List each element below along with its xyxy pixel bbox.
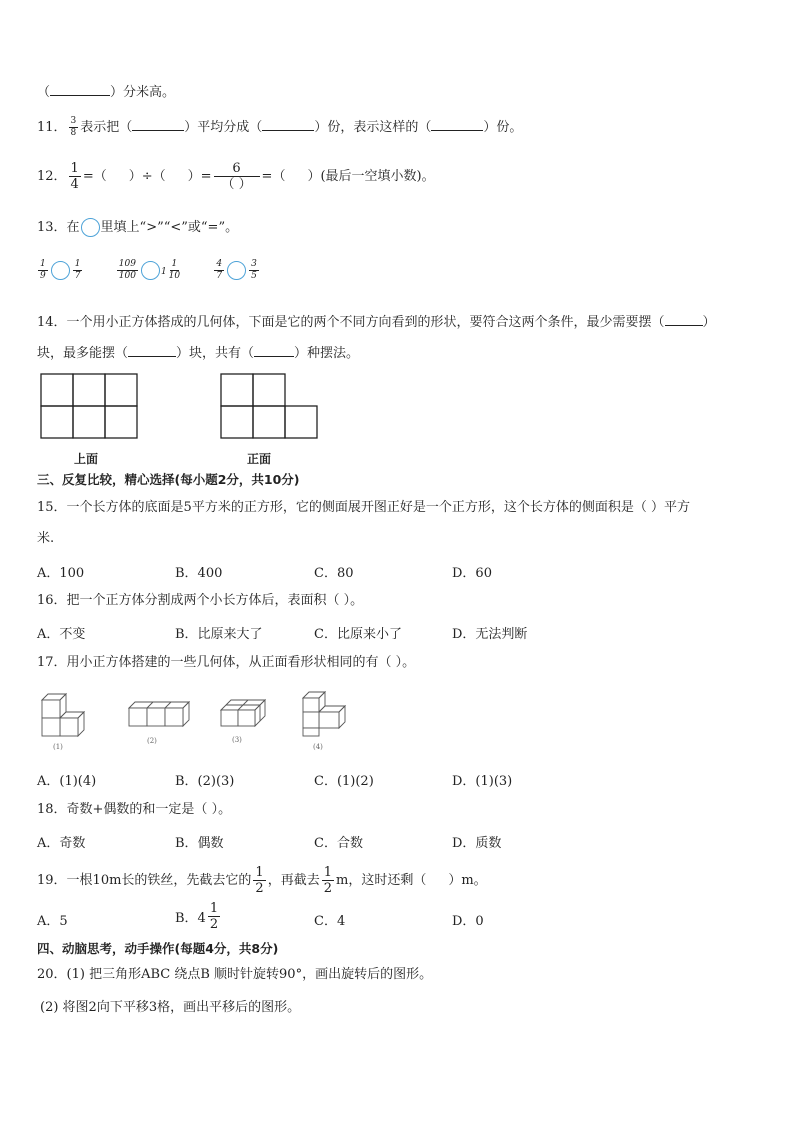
frac-numerator: 1 (171, 259, 178, 269)
q19-text-2: ，再截去 (267, 873, 320, 888)
q15-option-d[interactable]: D．60 (452, 566, 492, 581)
q11-line (37, 117, 522, 138)
q17-option-a[interactable]: A．(1)(4) (37, 774, 97, 789)
frac-numerator: 109 (118, 259, 136, 269)
q14-text-1: 14．一个用小正方体搭成的几何体，下面是它的两个不同方向看到的形状，要符合这两个条件，最少需要摆（ (37, 315, 665, 330)
fraction (322, 866, 334, 895)
q13-item-2 (115, 259, 182, 281)
q16-option-c[interactable]: C．比原来小了 (314, 627, 402, 642)
figure-4-label: (4) (313, 743, 323, 751)
frac-numerator: 6 (214, 162, 260, 177)
q15-option-b[interactable]: B．400 (175, 566, 223, 581)
frac-numerator: 1 (209, 901, 219, 916)
frac-numerator: 1 (74, 259, 81, 269)
q18-option-d[interactable]: D．质数 (452, 836, 502, 851)
fraction (117, 260, 138, 281)
q13-text: 里填上“>”“<”或“=”。 (100, 220, 239, 235)
answer-blank[interactable] (431, 117, 483, 131)
q19-text-1: 19．一根10m长的铁丝，先截去它的 (37, 873, 252, 888)
q11-text-2: ）平均分成（ (184, 120, 263, 135)
q18-option-b[interactable]: B．偶数 (175, 836, 224, 851)
answer-blank[interactable] (132, 117, 184, 131)
answer-blank[interactable] (262, 117, 314, 131)
top-view-label: 上面 (74, 452, 99, 466)
figure-1-label: (1) (53, 743, 63, 751)
q12-text-4: =（ (261, 169, 286, 184)
q19-text-4: ）m。 (448, 873, 487, 888)
frac-denominator: 5 (251, 271, 257, 281)
compare-circle-icon (81, 218, 100, 237)
frac-numerator: 1 (323, 865, 332, 880)
q17-option-d[interactable]: D．(1)(3) (452, 774, 513, 789)
q14-text-2c: ）种摆法。 (294, 346, 360, 361)
mixed-whole: 1 (160, 267, 167, 277)
q17-text: 17．用小正方体搭建的一些几何体，从正面看形状相同的有（ ）。 (37, 655, 416, 670)
section-3-heading: 三、反复比较，精心选择(每小题2分，共10分) (37, 472, 300, 487)
frac-denominator: 100 (118, 271, 136, 281)
frac-denominator: 7 (74, 271, 81, 281)
answer-blank[interactable] (128, 343, 176, 357)
q19-option-b[interactable] (175, 902, 222, 931)
option-b-text: B．4 (175, 911, 206, 926)
frac-denominator: 4 (70, 177, 79, 192)
figure-2-label: (2) (147, 737, 157, 745)
frac-denominator-blank[interactable]: （ ） (221, 177, 252, 192)
fraction (208, 902, 220, 931)
fraction (249, 260, 259, 281)
frac-numerator: 3 (251, 259, 257, 269)
q16-text: 16．把一个正方体分割成两个小长方体后，表面积（ ）。 (37, 593, 364, 608)
frac-denominator: 2 (255, 881, 264, 896)
q12-number: 12． (37, 169, 67, 184)
q20-text-2: (2) 将图2向下平移3格，画出平移后的图形。 (40, 1000, 301, 1015)
q14-text-2a: 块，最多能摆（ (37, 346, 129, 361)
q19-option-d[interactable]: D．0 (452, 914, 484, 929)
q18-option-c[interactable]: C．合数 (314, 836, 363, 851)
q11-text-1: 表示把（ (80, 120, 133, 135)
q13-items (36, 260, 261, 281)
q15-text-1: 15．一个长方体的底面是5平方米的正方形，它的侧面展开图正好是一个正方形，这个长方体的侧面积是（ ）平方 (37, 500, 690, 515)
q19-option-c[interactable]: C．4 (314, 914, 346, 929)
q18-text: 18．奇数+偶数的和一定是（ ）。 (37, 802, 232, 817)
frac-denominator: 2 (323, 881, 332, 896)
q15-text-2: 米. (37, 531, 55, 546)
front-view-grid (220, 373, 320, 439)
q13-line (37, 218, 238, 237)
q14-line-1 (37, 312, 716, 332)
q16-option-d[interactable]: D．无法判断 (452, 627, 528, 642)
frac-denominator: 7 (216, 271, 223, 281)
frac-numerator: 1 (40, 259, 46, 269)
answer-blank[interactable] (254, 343, 294, 357)
cube-figure-4 (299, 688, 351, 740)
q17-option-b[interactable]: B．(2)(3) (175, 774, 235, 789)
q11-number: 11． (37, 120, 67, 135)
q18-option-a[interactable]: A．奇数 (37, 836, 86, 851)
fraction (38, 260, 48, 281)
answer-blank[interactable] (50, 82, 110, 96)
compare-circle-icon[interactable] (227, 261, 246, 280)
q12-text-5: ）(最后一空填小数)。 (307, 169, 435, 184)
q13-item-1 (36, 259, 84, 281)
compare-circle-icon[interactable] (141, 261, 160, 280)
q15-option-c[interactable]: C．80 (314, 566, 354, 581)
compare-circle-icon[interactable] (51, 261, 70, 280)
fraction (253, 866, 265, 895)
q16-option-b[interactable]: B．比原来大了 (175, 627, 263, 642)
figure-3-label: (3) (232, 736, 242, 744)
q15-option-a[interactable]: A．100 (37, 566, 85, 581)
q16-option-a[interactable]: A．不变 (37, 627, 86, 642)
q12-fraction-2 (214, 162, 260, 191)
q14-line-2 (37, 343, 359, 363)
cube-figure-3 (219, 698, 267, 730)
q12-text-3: ）= (187, 169, 212, 184)
front-view-label: 正面 (247, 452, 272, 466)
q11-text-4: ）份。 (483, 120, 523, 135)
q10-line: （ ）分米高。 (37, 82, 175, 102)
section-4-heading: 四、动脑思考，动手操作(每题4分，共8分) (37, 941, 279, 956)
q12-text-1: =（ (82, 169, 107, 184)
q14-text-2b: ）块，共有（ (176, 346, 255, 361)
q19-line (37, 866, 487, 895)
fraction (169, 260, 180, 281)
frac-numerator: 1 (255, 865, 264, 880)
q11-text-3: ）份，表示这样的（ (314, 120, 432, 135)
q12-line (37, 162, 435, 191)
frac-denominator: 8 (70, 128, 77, 138)
q13-item-3 (212, 259, 260, 281)
q20-text-1: 20．(1) 把三角形ABC 绕点B 顺时针旋转90°，画出旋转后的图形。 (37, 967, 433, 982)
q17-option-c[interactable]: C．(1)(2) (314, 774, 374, 789)
cube-figure-1 (40, 688, 100, 740)
fraction (73, 260, 83, 281)
frac-numerator: 3 (70, 116, 77, 126)
q13-number: 13．在 (37, 220, 80, 235)
q11-fraction (69, 117, 79, 138)
cube-figure-2 (127, 700, 191, 730)
q14-text-1-end: ） (702, 315, 716, 330)
fraction (214, 260, 224, 281)
q12-fraction (69, 162, 81, 191)
q19-option-a[interactable]: A．5 (37, 914, 68, 929)
frac-denominator: 10 (168, 271, 181, 281)
frac-numerator: 4 (216, 259, 223, 269)
top-view-grid (40, 373, 140, 439)
frac-numerator: 1 (70, 161, 79, 176)
q12-text-2: ）÷（ (128, 169, 166, 184)
frac-denominator: 9 (40, 271, 46, 281)
q10-text: 分米高。 (123, 85, 176, 100)
frac-denominator: 2 (209, 917, 219, 932)
q19-text-3: m，这时还剩（ (336, 873, 427, 888)
answer-blank[interactable] (665, 312, 703, 326)
